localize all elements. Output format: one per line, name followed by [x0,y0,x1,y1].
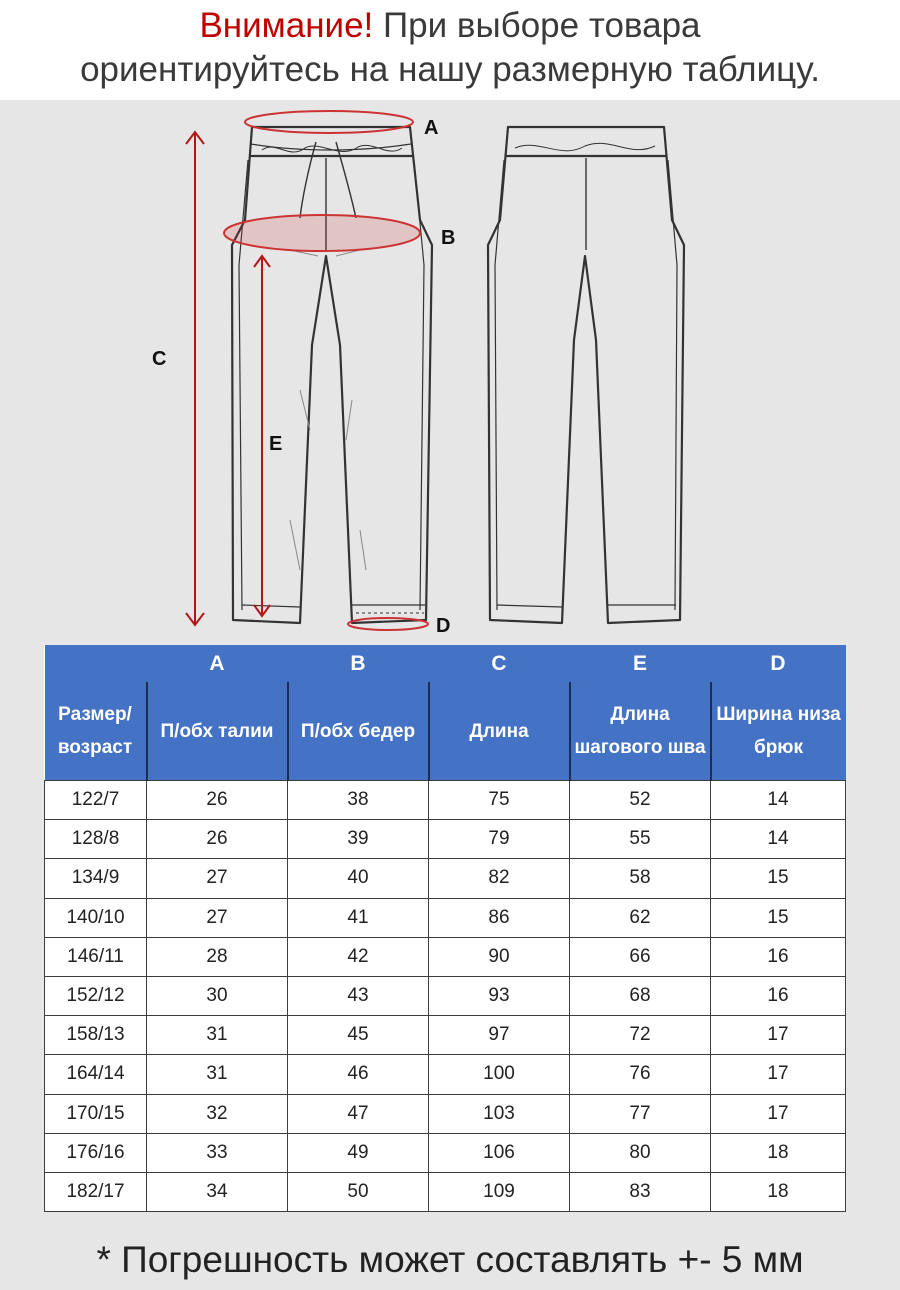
table-cell: 32 [147,1094,288,1133]
inseam-arrow [254,256,270,616]
table-cell: 55 [570,820,711,859]
column-header-hem-width: Ширина низа брюк [711,682,846,781]
table-cell: 30 [147,976,288,1015]
table-cell: 146/11 [45,937,147,976]
table-cell: 14 [711,820,846,859]
table-cell: 17 [711,1016,846,1055]
table-cell: 43 [288,976,429,1015]
table-cell: 176/16 [45,1133,147,1172]
warning-text: Внимание! [199,6,374,45]
label-d: D [436,615,451,637]
table-cell: 27 [147,898,288,937]
table-cell: 38 [288,781,429,820]
table-cell: 18 [711,1133,846,1172]
header [0,0,900,100]
table-title-row [45,682,846,781]
table-row [45,820,846,859]
table-cell: 18 [711,1172,846,1211]
letter-cell: D [711,645,846,682]
table-row [45,781,846,820]
table-cell: 128/8 [45,820,147,859]
table-cell: 14 [711,781,846,820]
table-cell: 77 [570,1094,711,1133]
table-cell: 46 [288,1055,429,1094]
table-cell: 158/13 [45,1016,147,1055]
letter-cell [45,645,147,682]
table-cell: 103 [429,1094,570,1133]
table-cell: 41 [288,898,429,937]
table-cell: 17 [711,1094,846,1133]
table-cell: 47 [288,1094,429,1133]
letter-cell: B [288,645,429,682]
column-header-length: Длина [429,682,570,781]
table-cell: 62 [570,898,711,937]
table-cell: 75 [429,781,570,820]
header-line-1 [0,0,900,48]
table-cell: 83 [570,1172,711,1211]
table-cell: 66 [570,937,711,976]
table-cell: 97 [429,1016,570,1055]
table-cell: 79 [429,820,570,859]
table-cell: 17 [711,1055,846,1094]
table-cell: 182/17 [45,1172,147,1211]
column-header-hips: П/обх бедер [288,682,429,781]
table-cell: 80 [570,1133,711,1172]
pants-back-icon [488,127,684,623]
table-body [45,781,846,1212]
table-cell: 26 [147,781,288,820]
table-cell: 122/7 [45,781,147,820]
label-b: B [441,227,456,249]
table-cell: 72 [570,1016,711,1055]
table-cell: 33 [147,1133,288,1172]
front-drawstring [300,142,356,218]
table-cell: 42 [288,937,429,976]
table-cell: 82 [429,859,570,898]
letter-cell: C [429,645,570,682]
letter-cell: E [570,645,711,682]
table-cell: 68 [570,976,711,1015]
table-cell: 40 [288,859,429,898]
label-c: C [152,348,167,370]
header-line-2: ориентируйтесь на нашу размерную таблицу. [80,50,820,89]
label-a: A [424,117,439,139]
size-table [44,645,846,1212]
table-cell: 140/10 [45,898,147,937]
footer-note: * Погрешность может составлять +- 5 мм [96,1239,804,1280]
pants-size-diagram [0,100,900,645]
table-cell: 27 [147,859,288,898]
table-row [45,1094,846,1133]
table-letter-row [45,645,846,682]
table-row [45,1055,846,1094]
table-cell: 31 [147,1055,288,1094]
header-line-1-text: При выборе товара [373,6,701,45]
table-cell: 39 [288,820,429,859]
table-cell: 109 [429,1172,570,1211]
hip-measure-ellipse [224,215,420,251]
table-row [45,1016,846,1055]
table-cell: 106 [429,1133,570,1172]
table-cell: 86 [429,898,570,937]
table-cell: 58 [570,859,711,898]
column-header-size: Размер/ возраст [45,682,147,781]
waist-measure-ellipse [245,111,413,133]
table-row [45,1133,846,1172]
table-cell: 16 [711,937,846,976]
table-cell: 26 [147,820,288,859]
table-cell: 50 [288,1172,429,1211]
table-cell: 28 [147,937,288,976]
table-cell: 34 [147,1172,288,1211]
table-cell: 15 [711,859,846,898]
hem-measure-ellipse [348,618,428,630]
column-header-inseam: Длина шагового шва [570,682,711,781]
table-cell: 100 [429,1055,570,1094]
table-cell: 52 [570,781,711,820]
table-row [45,859,846,898]
table-cell: 170/15 [45,1094,147,1133]
table-cell: 93 [429,976,570,1015]
table-row [45,898,846,937]
table-cell: 164/14 [45,1055,147,1094]
length-arrow [186,132,204,625]
table-cell: 49 [288,1133,429,1172]
label-e: E [269,433,283,455]
table-cell: 90 [429,937,570,976]
table-row [45,1172,846,1211]
letter-cell: A [147,645,288,682]
table-cell: 31 [147,1016,288,1055]
table-cell: 45 [288,1016,429,1055]
table-cell: 16 [711,976,846,1015]
table-cell: 15 [711,898,846,937]
table-cell: 76 [570,1055,711,1094]
table-row [45,937,846,976]
table-cell: 134/9 [45,859,147,898]
column-header-waist: П/обх талии [147,682,288,781]
table-cell: 152/12 [45,976,147,1015]
table-row [45,976,846,1015]
